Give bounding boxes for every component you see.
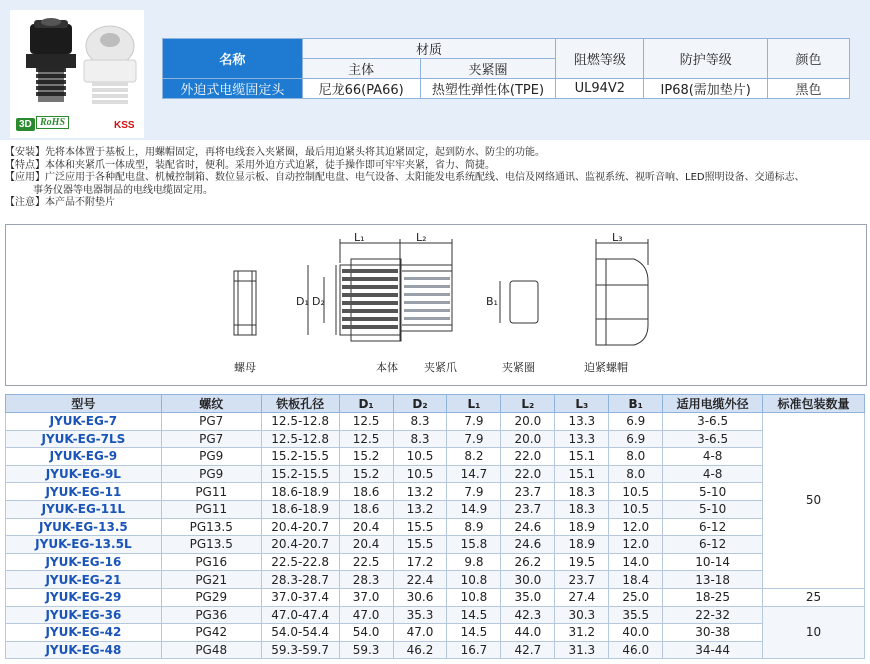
cell-model: JYUK-EG-11 [6,483,162,501]
cell-pack: 10 [763,606,865,659]
cell-b1: 10.5 [609,483,663,501]
cell-model: JYUK-EG-7 [6,413,162,431]
table-row [6,536,865,554]
cell-l2: 26.2 [501,553,555,571]
cell-cable: 5-10 [663,483,763,501]
cell-l1: 8.2 [447,448,501,466]
cell-model: JYUK-EG-36 [6,606,162,624]
cell-d1: 15.2 [339,448,393,466]
cell-hole: 54.0-54.4 [261,624,339,642]
rohs-badge: RoHS [36,116,69,129]
cell-d1: 20.4 [339,518,393,536]
th-pack: 标准包装数量 [763,395,865,413]
cell-b1: 6.9 [609,413,663,431]
label-claw: 夹紧爪 [424,361,457,374]
cell-l3: 18.9 [555,518,609,536]
cell-d2: 15.5 [393,518,447,536]
cell-cable: 4-8 [663,465,763,483]
cell-model: JYUK-EG-13.5 [6,518,162,536]
cell-b1: 8.0 [609,448,663,466]
cell-l3: 15.1 [555,465,609,483]
cell-model: JYUK-EG-16 [6,553,162,571]
th-l2: L₂ [501,395,555,413]
spec-value-clamp: 热塑性弹性体(TPE) [420,79,556,99]
cell-thread: PG11 [161,500,261,518]
cell-thread: PG29 [161,588,261,606]
cell-model: JYUK-EG-48 [6,641,162,659]
cell-l3: 19.5 [555,553,609,571]
cell-l2: 23.7 [501,500,555,518]
spec-value-name: 外迫式电缆固定头 [163,79,303,99]
cell-d2: 8.3 [393,413,447,431]
cell-l1: 10.8 [447,571,501,589]
table-body [6,413,865,659]
cell-l1: 10.8 [447,588,501,606]
cell-cable: 10-14 [663,553,763,571]
dim-l1: L₁ [354,231,365,244]
cell-l2: 35.0 [501,588,555,606]
cell-hole: 28.3-28.7 [261,571,339,589]
dim-d1: D₁ [296,295,309,308]
th-model: 型号 [6,395,162,413]
brand-label: KSS [114,120,135,131]
cell-d1: 12.5 [339,430,393,448]
cell-cable: 13-18 [663,571,763,589]
cell-d2: 22.4 [393,571,447,589]
cell-hole: 20.4-20.7 [261,536,339,554]
cell-cable: 18-25 [663,588,763,606]
cell-b1: 8.0 [609,465,663,483]
cell-b1: 12.0 [609,536,663,554]
cell-l3: 18.9 [555,536,609,554]
dimension-table [5,394,865,659]
cell-b1: 40.0 [609,624,663,642]
spec-value-color: 黑色 [768,79,850,99]
table-row [6,500,865,518]
cell-hole: 37.0-37.4 [261,588,339,606]
cell-l1: 14.5 [447,606,501,624]
cell-hole: 59.3-59.7 [261,641,339,659]
desc-note: 【注意】本产品不附垫片 [5,197,115,209]
cell-thread: PG11 [161,483,261,501]
cell-d1: 18.6 [339,500,393,518]
desc-install: 【安装】先将本体置于基板上，用螺帽固定，再将电线套入夹紧圈，最后用迫紧头将其迫紧固定，起到防水、防尘的功能。 [5,147,545,158]
dim-l3: L₃ [612,231,623,244]
table-row [6,483,865,501]
cell-d1: 15.2 [339,465,393,483]
cell-d1: 18.6 [339,483,393,501]
cell-l2: 20.0 [501,430,555,448]
table-header-row [6,395,865,413]
cell-l1: 14.5 [447,624,501,642]
cell-l2: 23.7 [501,483,555,501]
cell-hole: 20.4-20.7 [261,518,339,536]
cell-cable: 5-10 [663,500,763,518]
cell-l2: 30.0 [501,571,555,589]
cell-d2: 10.5 [393,448,447,466]
cell-l1: 14.9 [447,500,501,518]
cell-d2: 17.2 [393,553,447,571]
table-row [6,571,865,589]
table-row [6,465,865,483]
cell-hole: 18.6-18.9 [261,483,339,501]
spec-header-material: 材质 [302,39,556,59]
spec-header-clamp: 夹紧圈 [420,59,556,79]
cell-l1: 7.9 [447,430,501,448]
cell-l3: 27.4 [555,588,609,606]
cell-pack: 25 [763,588,865,606]
cell-b1: 12.0 [609,518,663,536]
label-body: 本体 [376,361,398,374]
cell-d2: 15.5 [393,536,447,554]
cell-thread: PG16 [161,553,261,571]
cell-l3: 18.3 [555,483,609,501]
cell-thread: PG13.5 [161,536,261,554]
th-thread: 螺纹 [161,395,261,413]
cell-cable: 6-12 [663,518,763,536]
th-l1: L₁ [447,395,501,413]
description-block [5,147,865,210]
cell-hole: 15.2-15.5 [261,448,339,466]
spec-header-color: 颜色 [768,39,850,79]
cell-b1: 14.0 [609,553,663,571]
cell-b1: 6.9 [609,430,663,448]
cell-hole: 22.5-22.8 [261,553,339,571]
cell-d1: 20.4 [339,536,393,554]
cell-model: JYUK-EG-29 [6,588,162,606]
table-row [6,518,865,536]
cell-d1: 12.5 [339,413,393,431]
label-ring: 夹紧圈 [502,361,535,374]
cell-hole: 47.0-47.4 [261,606,339,624]
cell-cable: 3-6.5 [663,413,763,431]
cell-d2: 13.2 [393,500,447,518]
dim-d2: D₂ [312,295,325,308]
table-row [6,448,865,466]
th-hole: 铁板孔径 [261,395,339,413]
cable-gland-image [10,10,144,114]
cell-l3: 18.3 [555,500,609,518]
cell-cable: 6-12 [663,536,763,554]
cell-b1: 18.4 [609,571,663,589]
cell-thread: PG48 [161,641,261,659]
cell-model: JYUK-EG-7LS [6,430,162,448]
cell-model: JYUK-EG-9L [6,465,162,483]
th-b1: B₁ [609,395,663,413]
cell-d2: 47.0 [393,624,447,642]
cell-cable: 22-32 [663,606,763,624]
cell-thread: PG21 [161,571,261,589]
desc-application-cont: 事务仪器等电器制品的电线电缆固定用。 [33,184,213,196]
cell-cable: 34-44 [663,641,763,659]
cell-d1: 54.0 [339,624,393,642]
cell-thread: PG13.5 [161,518,261,536]
cell-b1: 10.5 [609,500,663,518]
cell-l2: 22.0 [501,465,555,483]
cell-l2: 24.6 [501,536,555,554]
cell-cable: 3-6.5 [663,430,763,448]
cell-hole: 12.5-12.8 [261,430,339,448]
table-row [6,606,865,624]
cell-d1: 22.5 [339,553,393,571]
cell-l1: 14.7 [447,465,501,483]
cell-l1: 9.8 [447,553,501,571]
cell-model: JYUK-EG-9 [6,448,162,466]
cell-model: JYUK-EG-42 [6,624,162,642]
cell-cable: 4-8 [663,448,763,466]
cell-pack: 50 [763,413,865,589]
table-row [6,641,865,659]
cell-l3: 15.1 [555,448,609,466]
cell-model: JYUK-EG-21 [6,571,162,589]
cell-cable: 30-38 [663,624,763,642]
cell-model: JYUK-EG-11L [6,500,162,518]
cell-b1: 46.0 [609,641,663,659]
3d-badge: 3D [16,118,35,131]
cell-d1: 37.0 [339,588,393,606]
desc-application: 【应用】广泛应用于各种配电盘、机械控制箱、数位显示板、自动控制配电盘、电气设备、太阳能发电系统配线、电信及网络通讯、监视系统、视听音响、LED照明设备、交通标志、 [5,172,805,184]
cell-thread: PG7 [161,413,261,431]
cell-l2: 22.0 [501,448,555,466]
cell-d1: 28.3 [339,571,393,589]
dimension-diagram [5,224,867,386]
table-row [6,588,865,606]
cell-d2: 35.3 [393,606,447,624]
cell-l3: 31.2 [555,624,609,642]
cell-thread: PG42 [161,624,261,642]
cell-l2: 20.0 [501,413,555,431]
cell-l2: 42.3 [501,606,555,624]
th-cable: 适用电缆外径 [663,395,763,413]
spec-value-flame: UL94V2 [556,79,644,99]
cell-l1: 7.9 [447,483,501,501]
cell-thread: PG9 [161,465,261,483]
cell-hole: 18.6-18.9 [261,500,339,518]
desc-feature: 【特点】本体和夹紧爪一体成型，装配省时，便利。采用外迫方式迫紧，徒手操作即可牢牢夹紧，省力、简捷。 [5,159,495,171]
cell-d1: 47.0 [339,606,393,624]
table-row [6,413,865,431]
label-cap: 迫紧螺帽 [584,361,628,374]
cell-hole: 12.5-12.8 [261,413,339,431]
cell-b1: 25.0 [609,588,663,606]
cell-l3: 31.3 [555,641,609,659]
cell-thread: PG9 [161,448,261,466]
th-d1: D₁ [339,395,393,413]
cell-l3: 23.7 [555,571,609,589]
cell-d2: 46.2 [393,641,447,659]
cell-hole: 15.2-15.5 [261,465,339,483]
spec-header-name: 名称 [163,39,303,79]
th-d2: D₂ [393,395,447,413]
cell-model: JYUK-EG-13.5L [6,536,162,554]
spec-header-protect: 防护等级 [644,39,768,79]
table-row [6,553,865,571]
th-l3: L₃ [555,395,609,413]
spec-header-body: 主体 [302,59,420,79]
cell-l1: 15.8 [447,536,501,554]
spec-header-flame: 阻燃等级 [556,39,644,79]
cell-d2: 13.2 [393,483,447,501]
spec-value-protect: IP68(需加垫片) [644,79,768,99]
cell-l1: 8.9 [447,518,501,536]
cell-d1: 59.3 [339,641,393,659]
spec-table [162,38,850,99]
cell-thread: PG7 [161,430,261,448]
product-photo [10,10,144,138]
cell-l3: 30.3 [555,606,609,624]
label-nut: 螺母 [234,361,256,374]
cell-thread: PG36 [161,606,261,624]
table-row [6,430,865,448]
cell-l3: 13.3 [555,430,609,448]
dim-l2: L₂ [416,231,427,244]
table-row [6,624,865,642]
cell-d2: 8.3 [393,430,447,448]
cell-d2: 10.5 [393,465,447,483]
cell-b1: 35.5 [609,606,663,624]
cell-l2: 44.0 [501,624,555,642]
cell-l1: 7.9 [447,413,501,431]
cell-l2: 24.6 [501,518,555,536]
dim-b1: B₁ [486,295,498,308]
cell-d2: 30.6 [393,588,447,606]
cell-l1: 16.7 [447,641,501,659]
spec-value-body: 尼龙66(PA66) [302,79,420,99]
cell-l3: 13.3 [555,413,609,431]
cell-l2: 42.7 [501,641,555,659]
